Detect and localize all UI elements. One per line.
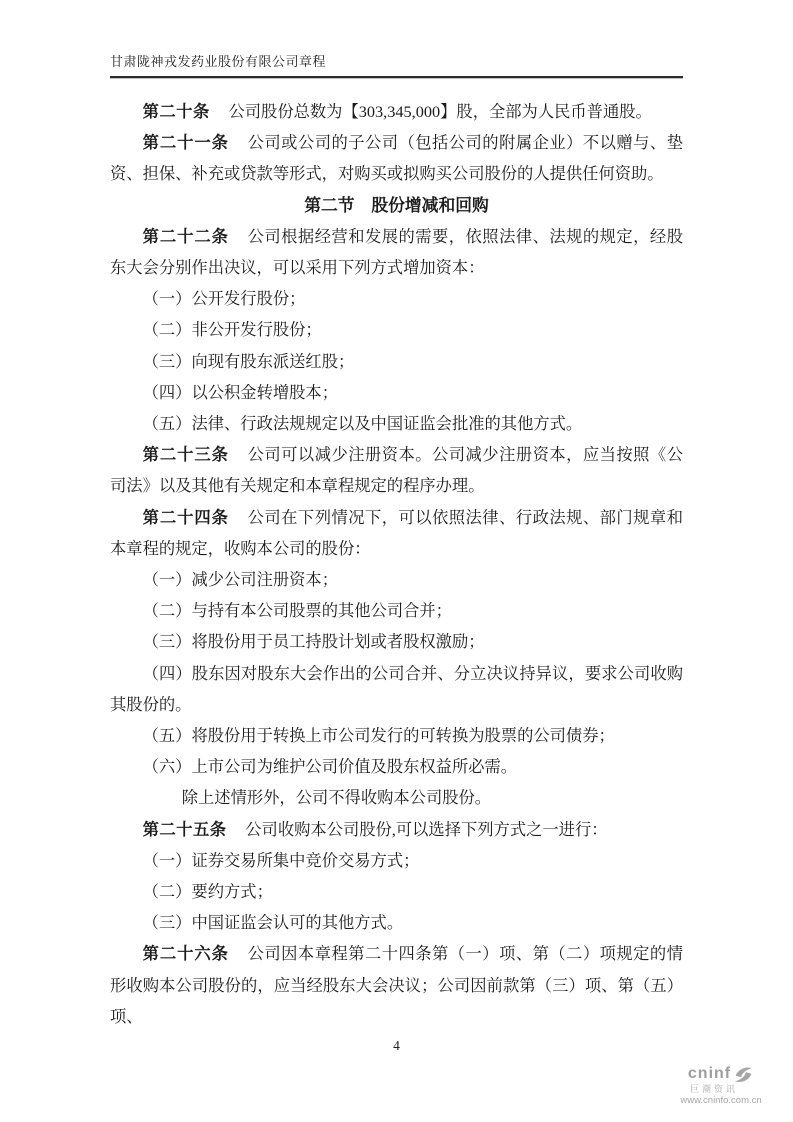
article-number: 第二十一条 bbox=[142, 133, 229, 153]
article-paragraph bbox=[110, 221, 683, 283]
cninfo-watermark bbox=[662, 1064, 780, 1107]
list-item: （三）向现有股东派送红股； bbox=[142, 351, 355, 371]
cninfo-brand-name: 巨潮资讯 bbox=[689, 1084, 738, 1094]
list-item: （一）证券交易所集中竞价交易方式； bbox=[142, 850, 420, 870]
cninfo-logo-row bbox=[662, 1064, 780, 1084]
article-text: 公司收购本公司股份,可以选择下列方式之一进行： bbox=[245, 819, 608, 839]
list-item: （六）上市公司为维护公司价值及股东权益所必需。 bbox=[142, 757, 518, 777]
document-body bbox=[110, 96, 683, 1032]
article-text: 公司或公司的子公司（包括公司的附属企业）不以赠与、垫资、担保、补充或贷款等形式，对购买或拟购买公司股份的人提供任何资助。 bbox=[110, 133, 683, 184]
article-paragraph bbox=[110, 938, 683, 1032]
list-item: （二）与持有本公司股票的其他公司合并； bbox=[142, 601, 452, 621]
list-item: （四）股东因对股东大会作出的公司合并、分立决议持异议，要求公司收购其股份的。 bbox=[110, 663, 683, 714]
list-item: （三）将股份用于员工持股计划或者股权激励； bbox=[142, 632, 485, 652]
article-text: 公司根据经营和发展的需要，依照法律、法规的规定，经股东大会分别作出决议，可以采用下列方式增加资本： bbox=[110, 226, 683, 278]
list-item: （五）法律、行政法规规定以及中国证监会批准的其他方式。 bbox=[142, 414, 583, 434]
list-item: （二）非公开发行股份； bbox=[142, 320, 322, 340]
list-item: （四）以公积金转增股本； bbox=[142, 382, 338, 402]
article-number: 第二十六条 bbox=[142, 944, 229, 964]
header-title: 甘肃陇神戎发药业股份有限公司章程 bbox=[110, 54, 327, 69]
article-number: 第二十五条 bbox=[142, 819, 227, 839]
article-number: 第二十条 bbox=[142, 102, 210, 121]
list-item: （一）减少公司注册资本； bbox=[142, 570, 338, 590]
article-text: 公司在下列情况下，可以依照法律、行政法规、部门规章和本章程的规定，收购本公司的股份： bbox=[110, 507, 683, 558]
article-paragraph bbox=[110, 814, 683, 845]
indented-note: 除上述情形外，公司不得收购本公司股份。 bbox=[181, 788, 492, 808]
article-number: 第二十二条 bbox=[142, 226, 229, 246]
article-number: 第二十四条 bbox=[142, 507, 229, 527]
article-text: 公司股份总数为【303,345,000】股，全部为人民币普通股。 bbox=[228, 102, 652, 121]
article-number: 第二十三条 bbox=[142, 445, 229, 465]
article-text: 公司因本章程第二十四条第（一）项、第（二）项规定的情形收购本公司股份的，应当经股东大会决议；公司因前款第（三）项、第（五）项、 bbox=[110, 944, 683, 1026]
list-item: （一）公开发行股份； bbox=[142, 289, 306, 309]
section-heading: 第二节 股份增减和回购 bbox=[304, 195, 489, 215]
page-header bbox=[110, 51, 683, 78]
article-paragraph bbox=[110, 96, 683, 127]
cninfo-logo-text: cninf bbox=[687, 1065, 732, 1082]
article-paragraph bbox=[110, 439, 683, 501]
list-item: （二）要约方式； bbox=[142, 882, 273, 902]
article-paragraph bbox=[110, 127, 683, 189]
list-item: （三）中国证监会认可的其他方式。 bbox=[142, 913, 404, 933]
cninfo-url: www.cninfo.com.cn bbox=[680, 1095, 762, 1106]
article-paragraph bbox=[110, 502, 683, 564]
list-item: （五）将股份用于转换上市公司发行的可转换为股票的公司债券； bbox=[142, 726, 615, 746]
page-number: 4 bbox=[393, 1038, 400, 1053]
cninfo-swirl-icon bbox=[733, 1064, 754, 1085]
article-text: 公司可以减少注册资本。公司减少注册资本，应当按照《公司法》以及其他有关规定和本章程规定的程序办理。 bbox=[110, 445, 683, 496]
